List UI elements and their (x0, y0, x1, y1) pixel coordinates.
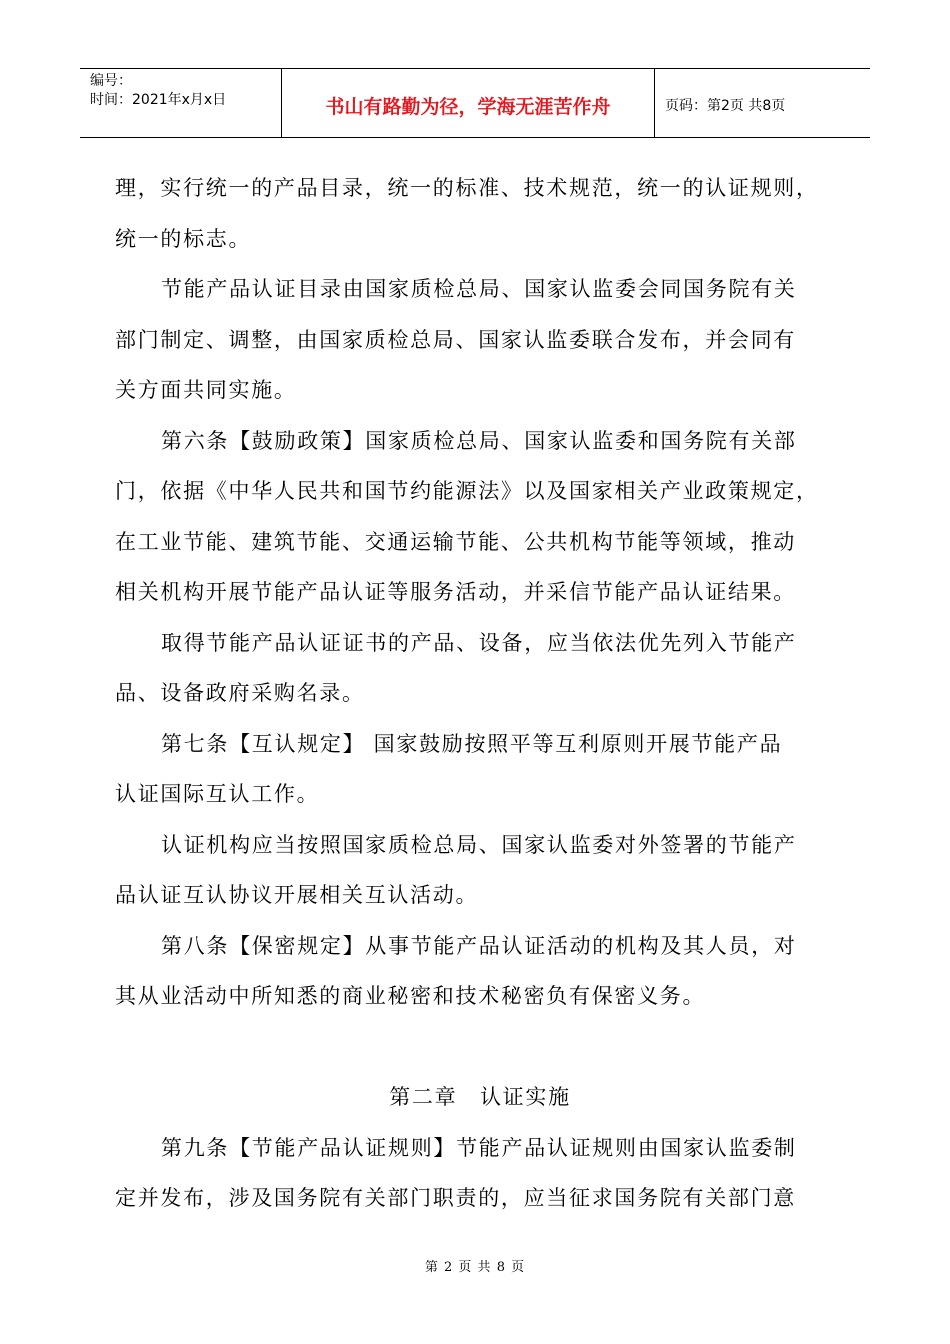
text-line: 在工业节能、建筑节能、交通运输节能、公共机构节能等领域，推动 (115, 529, 796, 554)
text-line: 部门制定、调整，由国家质检总局、国家认监委联合发布，并会同有 (115, 327, 796, 352)
text-line: 门，依据《中华人民共和国节约能源法》以及国家相关产业政策规定， (115, 479, 819, 503)
text-line: 取得节能产品认证证书的产品、设备，应当依法优先列入节能产 (161, 630, 797, 655)
document-time-label: 时间：2021年x月x日 (90, 92, 227, 108)
header-motto: 书山有路勤为径，学海无涯苦作舟 (282, 69, 655, 137)
document-body (115, 163, 845, 1224)
text-line: 品、设备政府采购名录。 (115, 681, 365, 705)
text-line: 品认证互认协议开展相关互认活动。 (115, 883, 479, 907)
header-meta (80, 69, 282, 137)
text-line: 认证国际互认工作。 (115, 782, 320, 806)
text-line: 理，实行统一的产品目录，统一的标准、技术规范，统一的认证规则， (115, 176, 819, 200)
text-line: 第八条【保密规定】从事节能产品认证活动的机构及其人员，对 (161, 933, 797, 958)
document-number-label: 编号： (90, 73, 132, 89)
text-line: 第六条【鼓励政策】国家质检总局、国家认监委和国务院有关部 (161, 428, 797, 453)
text-line: 统一的标志。 (115, 226, 252, 251)
text-line: 其从业活动中所知悉的商业秘密和技术秘密负有保密义务。 (115, 984, 706, 1008)
text-line: 认证机构应当按照国家质检总局、国家认监委对外签署的节能产 (161, 832, 797, 857)
text-line: 节能产品认证目录由国家质检总局、国家认监委会同国务院有关 (161, 277, 797, 301)
spacer (115, 1022, 845, 1073)
text-line: 第七条【互认规定】 国家鼓励按照平等互利原则开展节能产品 (161, 731, 783, 756)
chapter-heading: 第二章 认证实施 (389, 1085, 571, 1109)
text-line: 相关机构开展节能产品认证等服务活动，并采信节能产品认证结果。 (115, 580, 796, 604)
page-header (80, 68, 870, 138)
page-footer: 第 2 页 共 8 页 (424, 1260, 526, 1275)
text-line: 关方面共同实施。 (115, 378, 297, 402)
header-page-info: 页码：第2页 共8页 (665, 98, 786, 114)
text-line: 定并发布，涉及国务院有关部门职责的，应当征求国务院有关部门意 (115, 1186, 796, 1210)
text-line: 第九条【节能产品认证规则】节能产品认证规则由国家认监委制 (161, 1135, 797, 1160)
